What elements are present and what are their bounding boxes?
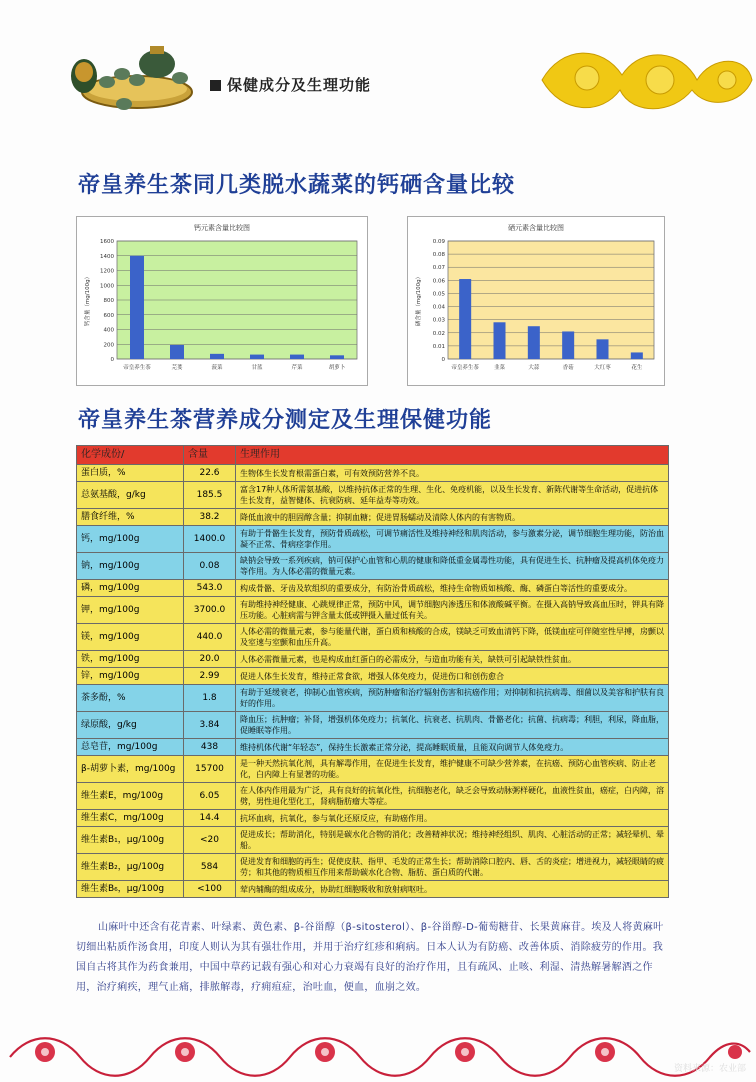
table-header-row	[77, 446, 669, 465]
x-tick-label: 花生	[631, 365, 643, 371]
amount-cell: 6.05	[184, 783, 236, 810]
table-row	[77, 580, 669, 597]
y-tick-label: 0	[441, 357, 445, 363]
section-title: 保健成分及生理功能	[227, 76, 372, 94]
amount-cell: 584	[184, 854, 236, 881]
x-tick-label: 帝皇养生茶	[123, 365, 151, 371]
y-axis-label: 硒含量（mg/100g）	[416, 273, 422, 327]
function-cell: 缺钠会导致一系列疾病，钠可保护心血管和心肌的健康和降低重金属毒性功能，具有促进生长、抗肿瘤及提高机体免疫力等作用。为人体必需的微量元素。	[236, 553, 669, 580]
component-cell: 总皂苷，mg/100g	[77, 739, 184, 756]
amount-cell: 1400.0	[184, 526, 236, 553]
component-cell: 铁，mg/100g	[77, 651, 184, 668]
amount-cell: 1.8	[184, 685, 236, 712]
function-cell: 促进人体生长发育，维持正常食欲，增强人体免疫力，促进伤口和创伤愈合	[236, 668, 669, 685]
amount-cell: <20	[184, 827, 236, 854]
function-cell: 荤内辅酶的组成成分，协助红细胞吸收和放射病呕吐。	[236, 881, 669, 898]
y-tick-label: 1200	[100, 268, 114, 275]
table-row	[77, 685, 669, 712]
amount-cell: 20.0	[184, 651, 236, 668]
function-cell: 人体必需微量元素，也是构成血红蛋白的必需成分，与造血功能有关，缺铁可引起缺铁性贫血。	[236, 651, 669, 668]
x-tick-label: 胡萝卜	[328, 365, 346, 371]
y-tick-label: 0.04	[432, 304, 445, 311]
component-cell: 总氨基酸，g/kg	[77, 482, 184, 509]
function-cell: 有助于延缓衰老，抑制心血管疾病，预防肿瘤和治疗辐射伤害和抗癌作用；对抑制和抗抗病毒、细菌以及美容和护肤有良好的作用。	[236, 685, 669, 712]
component-cell: 钾，mg/100g	[77, 597, 184, 624]
function-cell: 是一种天然抗氧化剂，具有解毒作用，在促进生长发育，维护健康不可缺少营养素，在抗癌、预防心血管疾病、防止老化，白内障上有显著的功能。	[236, 756, 669, 783]
chart-title: 钙元素含量比较图	[194, 224, 250, 232]
y-tick-label: 600	[103, 312, 114, 319]
bar	[596, 339, 608, 359]
bar	[170, 345, 184, 359]
amount-cell: 543.0	[184, 580, 236, 597]
selenium-chart-svg	[408, 217, 664, 385]
plot-area	[448, 241, 654, 359]
footer-paragraph: 山麻叶中还含有花青素、叶绿素、黄色素、β-谷甾醇（β-sitosterol）、β-谷甾醇-D-葡萄糖苷、长果黄麻苷。埃及人将黄麻叶切细出粘质作汤食用，印度人则认为其有强壮作用，并用于治疗红疹和痢病。日本人认为有防癌、改善体质、消除疲劳的作用。我国自古将其作为药食兼用，中国中草药记载有强心和对心力衰竭有良好的治疗作用，且有疏风、止咳、利湿、清热解暑解酒之作用，治疗痢疾，理气止痛，排脓解毒，疗痈疽症，治吐血，便血，血崩之效。	[76, 922, 664, 993]
y-tick-label: 0.05	[432, 291, 445, 298]
bar	[493, 322, 505, 359]
section-header	[210, 74, 371, 95]
component-cell: 镁，mg/100g	[77, 624, 184, 651]
x-tick-label: 大红枣	[594, 365, 611, 371]
table-row	[77, 783, 669, 810]
bar	[250, 355, 264, 359]
amount-cell: 38.2	[184, 509, 236, 526]
bar	[562, 331, 574, 359]
red-floral-border-icon	[0, 1022, 756, 1082]
function-cell: 构成骨骼、牙齿及软组织的重要成分，有防治骨质疏松，维持生命物质如核酸、酶、磷蛋白等活性的重要成分。	[236, 580, 669, 597]
bar	[330, 355, 344, 359]
header-component: 化学成份/	[77, 446, 184, 465]
y-tick-label: 0	[110, 357, 114, 363]
amount-cell: 15700	[184, 756, 236, 783]
component-cell: 膳食纤维，%	[77, 509, 184, 526]
bar	[290, 355, 304, 359]
table-row	[77, 651, 669, 668]
calcium-chart	[76, 216, 368, 386]
amount-cell: 14.4	[184, 810, 236, 827]
x-tick-label: 帝皇养生茶	[451, 365, 479, 371]
component-cell: 维生素C，mg/100g	[77, 810, 184, 827]
amount-cell: 3.84	[184, 712, 236, 739]
table-row	[77, 526, 669, 553]
table-row	[77, 482, 669, 509]
function-cell: 生物体生长发育根需蛋白素，可有效预防营养不良。	[236, 465, 669, 482]
component-cell: 绿原酸，g/kg	[77, 712, 184, 739]
table-row	[77, 881, 669, 898]
component-cell: 磷，mg/100g	[77, 580, 184, 597]
y-tick-label: 0.07	[432, 265, 445, 272]
table-row	[77, 465, 669, 482]
table-row	[77, 553, 669, 580]
header-function: 生理作用	[236, 446, 669, 465]
y-tick-label: 400	[103, 327, 114, 334]
table-row	[77, 854, 669, 881]
y-tick-label: 0.02	[432, 330, 445, 337]
function-cell: 维持机体代谢“年轻态”，保持生长激素正常分泌，提高睡眠质量，且能双向调节人体免疫力。	[236, 739, 669, 756]
amount-cell: 438	[184, 739, 236, 756]
amount-cell: 2.99	[184, 668, 236, 685]
table-row	[77, 739, 669, 756]
x-tick-label: 香菇	[562, 365, 574, 371]
component-cell: 维生素E，mg/100g	[77, 783, 184, 810]
nutrition-table	[76, 445, 669, 898]
nutrition-title: 帝皇养生茶营养成分测定及生理保健功能	[78, 408, 493, 433]
y-tick-label: 1000	[100, 283, 114, 290]
function-cell: 促进成长；帮助消化，特别是碳水化合物的消化；改善精神状况；维持神经组织、肌肉、心脏活动的正常；减轻晕机、晕船。	[236, 827, 669, 854]
x-tick-label: 芫荽	[171, 365, 183, 371]
table-row	[77, 810, 669, 827]
calcium-selenium-title: 帝皇养生茶同几类脱水蔬菜的钙硒含量比较	[78, 173, 516, 198]
y-tick-label: 200	[103, 342, 114, 349]
header-amount: 含量	[184, 446, 236, 465]
component-cell: 锌，mg/100g	[77, 668, 184, 685]
bar	[459, 279, 471, 359]
function-cell: 降血压；抗肿瘤；补肾，增强机体免疫力；抗氧化、抗衰老、抗肌肉、骨骼老化；抗菌、抗病毒；利胆，利尿，降血脂，促睡眠等作用。	[236, 712, 669, 739]
y-tick-label: 1600	[100, 239, 114, 245]
y-tick-label: 0.01	[432, 343, 445, 350]
y-tick-label: 1400	[100, 253, 114, 260]
component-cell: 维生素B₁，μg/100g	[77, 827, 184, 854]
x-tick-label: 甘蓝	[251, 365, 263, 371]
chart-title: 硒元素含量比较图	[508, 224, 564, 232]
y-tick-label: 0.06	[432, 278, 445, 285]
table-row	[77, 597, 669, 624]
x-tick-label: 菠菜	[211, 365, 223, 371]
x-tick-label: 大蒜	[528, 365, 540, 371]
golden-flower-ornament-icon	[532, 40, 756, 118]
component-cell: 维生素B₂，μg/100g	[77, 854, 184, 881]
tea-set-icon	[62, 34, 202, 114]
function-cell: 抗坏血病，抗氧化，参与氧化还原反应，有助癌作用。	[236, 810, 669, 827]
y-tick-label: 800	[103, 298, 114, 304]
component-cell: 维生素B₆，μg/100g	[77, 881, 184, 898]
amount-cell: 22.6	[184, 465, 236, 482]
component-cell: 蛋白质，%	[77, 465, 184, 482]
table-row	[77, 509, 669, 526]
watermark: 资料来源：农业部	[673, 1064, 746, 1074]
amount-cell: 440.0	[184, 624, 236, 651]
function-cell: 促进发育和细胞的再生；促使皮肤、指甲、毛发的正常生长；帮助消除口腔内、唇、舌的炎症；增进视力，减轻眼睛的疲劳；和其他的物质相互作用来帮助碳水化合物、脂肪、蛋白质的代谢。	[236, 854, 669, 881]
y-axis-label: 钙含量（mg/100g）	[85, 273, 91, 327]
table-row	[77, 668, 669, 685]
calcium-chart-svg	[77, 217, 367, 385]
square-bullet-icon	[210, 80, 221, 91]
bar	[631, 352, 643, 359]
amount-cell: 0.08	[184, 553, 236, 580]
x-tick-label: 芹菜	[291, 365, 303, 371]
component-cell: 茶多酚，%	[77, 685, 184, 712]
amount-cell: 3700.0	[184, 597, 236, 624]
function-cell: 人体必需的微量元素，参与能量代谢，蛋白质和核酸的合成，镁缺乏可致血清钙下降，低镁血症可伴随室性早搏，房颤以及室速与室颤和血压升高。	[236, 624, 669, 651]
function-cell: 降低血液中的胆固醇含量；抑制血糖；促进胃肠蠕动及清除人体内的有害物质。	[236, 509, 669, 526]
component-cell: 钠，mg/100g	[77, 553, 184, 580]
y-tick-label: 0.08	[432, 252, 445, 259]
table-row	[77, 756, 669, 783]
function-cell: 有助于骨骼生长发育，预防骨质疏松，可调节痛活性及维持神经和肌肉活动，参与激素分泌，调节细胞生理功能，防治血凝不正常、骨病痉挛作用。	[236, 526, 669, 553]
bar	[528, 326, 540, 359]
table-row	[77, 712, 669, 739]
component-cell: β-胡萝卜素，mg/100g	[77, 756, 184, 783]
amount-cell: 185.5	[184, 482, 236, 509]
y-tick-label: 0.03	[432, 317, 445, 324]
bar	[210, 354, 224, 359]
x-tick-label: 韭菜	[493, 365, 506, 371]
nutrition-table-body	[77, 465, 669, 898]
component-cell: 钙，mg/100g	[77, 526, 184, 553]
table-row	[77, 827, 669, 854]
y-tick-label: 0.09	[432, 239, 445, 245]
function-cell: 在人体内作用最为广泛，具有良好的抗氧化性，抗细胞老化，缺乏会导致动脉粥样硬化，血液性贫血，癌症，白内障，溶劈，男性退化型化工，肾病脂肪瘤大等症。	[236, 783, 669, 810]
selenium-chart	[407, 216, 665, 386]
function-cell: 富含17种人体所需氨基酸，以维持抗体正常的生理、生化、免疫机能，以及生长发育、新陈代谢等生命活动，促进抗体生长发育，益智健体、抗衰防病、延年益寿等功效。	[236, 482, 669, 509]
bar	[130, 256, 144, 359]
amount-cell: <100	[184, 881, 236, 898]
function-cell: 有助维持神经健康、心跳规律正常，预防中风，调节细胞内渗透压和体液酸碱平衡。在摄入高钠导致高血压时，钾具有降压功能。心脏病需与钾含量太低或钾摄入量过低有关。	[236, 597, 669, 624]
table-row	[77, 624, 669, 651]
